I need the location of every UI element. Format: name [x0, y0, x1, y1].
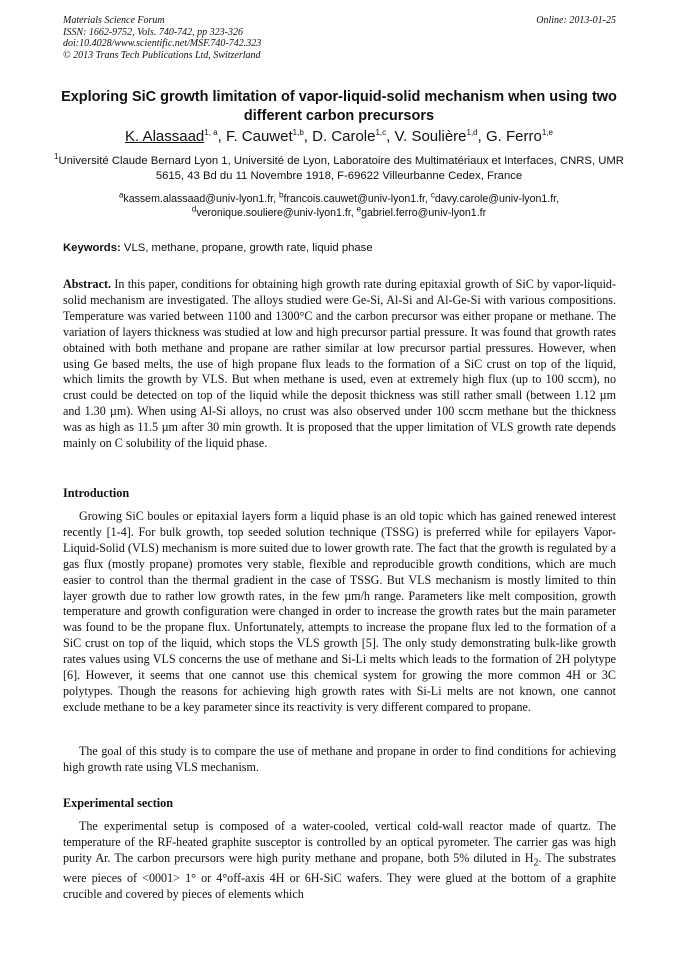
h2-subscript: 2: [533, 857, 539, 869]
author-name: F. Cauwet: [225, 128, 293, 145]
affiliation-sup: 1: [54, 152, 59, 162]
paper-title: Exploring SiC growth limitation of vapor-liquid-solid mechanism when using two different carbon precursors: [61, 89, 617, 124]
abstract-label: Abstract.: [63, 277, 112, 291]
online-date: Online: 2013-01-25: [536, 15, 616, 26]
author-sup: 1,c: [375, 128, 387, 137]
affiliation-text: Université Claude Bernard Lyon 1, Université de Lyon, Laboratoire des Multimatériaux et Interfaces, CNRS, UMR 5615, 43 Bd du 11 Novembre 1918, F-69622 Villeurbanne Cedex, France: [58, 155, 624, 182]
email-list: $^a$kassem.alassaad@univ-lyon1.fr, $^b$francois.cauwet@univ-lyon1.fr, $^c$davy.carole@univ-lyon1.fr, $^d$veronique.souliere@univ-lyon1.fr, $^e$gabriel.ferro@univ-lyon1.fr: [118, 190, 560, 219]
abstract: [63, 277, 616, 452]
author-sup: 1,d: [466, 128, 478, 137]
introduction-paragraph-1: Growing SiC boules or epitaxial layers form a liquid phase is an old topic which has gained renewed interest recently [1-4]. For bulk growth, top seeded solution technique (TSSG) is preferred while for epilayers Vapor-Liquid-Solid (VLS) mechanism is more suited due to lower growth rate. The fact that the growth is regulated by a gas flux (mostly propane) promotes very stable, flexible and reproducible growth conditions, which are much easier to control than the thermal gradient in the case of TSSG. But VLS mechanism is mostly limited to thin layer growth due to rather low growth rates, in the few µm/h range. Parameters like melt composition, growth temperature and growth configuration were changed in order to increase the growth rates but the main parameter was found to be the propane flux. Unfortunately, attempts to increase the propane flux led to the formation of a SiC crust on top of the liquid, which stops the VLS growth [5]. The only study demonstrating bulk-like growth rates values using VLS concerns the use of methane and Si-Li melts which leads to the formation of 2H polytype [6]. However, it seems that one cannot use this chemical system for growing the more common 4H or 3C polytypes. Though the reasons for achieving high growth rates with Si-Li melts are not known, one cannot exclude methane to be a key parameter since its reactivity is very different compared to propane.: [63, 509, 616, 714]
affiliation: [40, 154, 638, 184]
author-name: K. Alassaad: [125, 128, 205, 145]
copyright-line: © 2013 Trans Tech Publications Ltd, Switzerland: [63, 49, 261, 61]
doi-line: doi:10.4028/www.scientific.net/MSF.740-742.323: [63, 38, 262, 49]
issn-line: ISSN: 1662-9752, Vols. 740-742, pp 323-326: [63, 26, 243, 38]
introduction-heading: Introduction: [63, 486, 130, 500]
journal-header: [63, 15, 616, 61]
keywords: [63, 241, 616, 255]
experimental-heading: Experimental section: [63, 796, 174, 810]
experimental-text-b: . The substrates were pieces of <0001> 1° or 4°off-axis 4H or 6H-SiC wafers. They were glued at the bottom of a graphite crucible and covered by pieces of elements which: [63, 850, 616, 902]
author-sup: 1, a: [204, 128, 218, 137]
email-link[interactable]: francois.cauwet@univ-lyon1.fr: [283, 193, 425, 205]
author-name: G. Ferro: [485, 128, 542, 145]
email-link[interactable]: kassem.alassaad@univ-lyon1.fr: [123, 193, 274, 205]
email-link[interactable]: veronique.souliere@univ-lyon1.fr: [196, 207, 351, 219]
author-sup: 1,b: [292, 128, 304, 137]
keywords-text: VLS, methane, propane, growth rate, liquid phase: [123, 242, 373, 254]
abstract-text: In this paper, conditions for obtaining high growth rate during epitaxial growth of SiC by vapor-liquid-solid mechanism are investigated. The alloys studied were Ge-Si, Al-Si and Al-Ge-Si with various compositions. Temperature was varied between 1100 and 1300°C and the carbon precursor was either propane or methane. The variation of layers thickness was studied at low and high precursor partial pressure. It was found that growth rates obtained with both methane and propane are rather similar at low precursor partial pressures. However, when using Ge based melts, the use of high propane flux leads to the formation of a SiC crust on top of the liquid, which limits the growth by VLS. But when methane is used, even at extremely high flux (up to 100 sccm), no crust could be detected on top of the liquid while the deposit thickness was still rather small (between 1.12 µm and 1.30 µm). When using Al-Si alloys, no crust was also observed under 100 sccm methane but the thickness was as high as 11.5 µm after 30 min growth. It is proposed that the upper limitation of VLS growth rate depends mainly on C solubility of the liquid phase.: [63, 277, 616, 451]
experimental-paragraph-1: [63, 819, 616, 903]
author-name: V. Soulière: [394, 128, 467, 145]
author-sup: 1,e: [541, 128, 553, 137]
email-sup: e: [356, 204, 362, 214]
introduction-paragraph-2: The goal of this study is to compare the use of methane and propane in order to find conditions for achieving high growth rate using VLS mechanism.: [63, 744, 616, 774]
email-link[interactable]: davy.carole@univ-lyon1.fr: [434, 193, 557, 205]
email-sup: c: [430, 190, 435, 200]
author-list: K. Alassaad$^{1, a}$, F. Cauwet$^{1,b}$, D. Carole$^{1,c}$, V. Soulière$^{1,d}$, G. Ferro$^{1,e}$: [125, 128, 553, 145]
email-sup: b: [279, 190, 284, 200]
email-sup: a: [118, 190, 124, 200]
email-sup: d: [191, 204, 197, 214]
email-link[interactable]: gabriel.ferro@univ-lyon1.fr: [361, 207, 487, 219]
keywords-label: Keywords:: [63, 242, 121, 254]
author-name: D. Carole: [312, 128, 376, 145]
journal-name: Materials Science Forum: [63, 15, 165, 26]
experimental-text-a: The experimental setup is composed of a water-cooled, vertical cold-wall reactor made of quartz. The temperature of the RF-heated graphite susceptor is controlled by an optical pyrometer. The carrier gas was high purity Ar. The carbon precursors were high purity methane and propane, both 5% diluted in H: [63, 819, 616, 865]
